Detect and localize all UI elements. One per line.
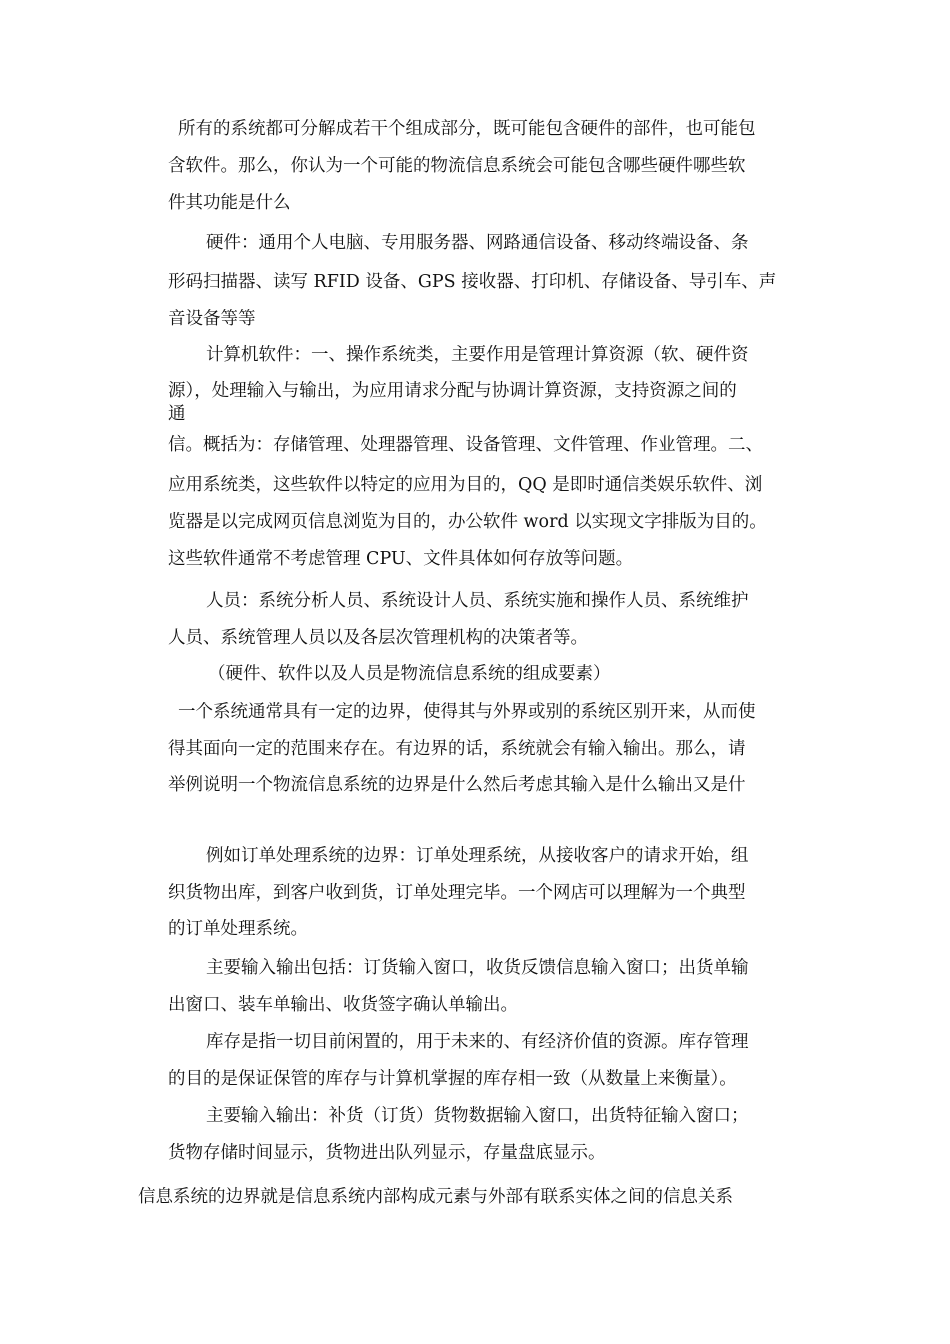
text-line: 主要输入输出包括：订货输入窗口，收货反馈信息输入窗口；出货单输 <box>206 958 749 978</box>
text-line: 货物存储时间显示，货物进出队列显示，存量盘底显示。 <box>168 1143 606 1163</box>
text-line: 含软件。那么，你认为一个可能的物流信息系统会可能包含哪些硬件哪些软 <box>168 156 746 176</box>
text-line: 所有的系统都可分解成若干个组成部分，既可能包含硬件的部件，也可能包 <box>178 119 756 139</box>
text-line: （硬件、软件以及人员是物流信息系统的组成要素） <box>208 664 611 684</box>
text-line: 信。概括为：存储管理、处理器管理、设备管理、文件管理、作业管理。二、 <box>168 435 763 455</box>
text-line: 形码扫描器、读写 RFID 设备、GPS 接收器、打印机、存储设备、导引车、声 <box>168 272 777 292</box>
text-line: 例如订单处理系统的边界：订单处理系统，从接收客户的请求开始，组 <box>206 846 749 866</box>
text-line: 览器是以完成网页信息浏览为目的，办公软件 word 以实现文字排版为目的。 <box>168 512 767 532</box>
text-line: 一个系统通常具有一定的边界，使得其与外界或别的系统区别开来，从而使 <box>178 702 756 722</box>
text-line: 件其功能是什么 <box>168 193 291 213</box>
text-line: 举例说明一个物流信息系统的边界是什么然后考虑其输入是什么输出又是什 <box>168 775 746 795</box>
text-line: 计算机软件：一、操作系统类，主要作用是管理计算资源（软、硬件资 <box>206 345 749 365</box>
text-line: 应用系统类，这些软件以特定的应用为目的，QQ 是即时通信类娱乐软件、浏 <box>168 475 763 495</box>
text-line: 的目的是保证保管的库存与计算机掌握的库存相一致（从数量上来衡量）。 <box>168 1069 737 1089</box>
text-line: 硬件：通用个人电脑、专用服务器、网路通信设备、移动终端设备、条 <box>206 233 749 253</box>
text-line: 人员、系统管理人员以及各层次管理机构的决策者等。 <box>168 628 588 648</box>
text-line: 出窗口、装车单输出、收货签字确认单输出。 <box>168 995 518 1015</box>
text-line: 织货物出库，到客户收到货，订单处理完毕。一个网店可以理解为一个典型 <box>168 883 746 903</box>
text-line: 人员：系统分析人员、系统设计人员、系统实施和操作人员、系统维护 <box>206 591 749 611</box>
text-line: 得其面向一定的范围来存在。有边界的话，系统就会有输入输出。那么，请 <box>168 739 746 759</box>
text-line: 信息系统的边界就是信息系统内部构成元素与外部有联系实体之间的信息关系 <box>138 1187 733 1207</box>
text-line: 通 <box>168 404 186 424</box>
text-line: 主要输入输出：补货（订货）货物数据输入窗口，出货特征输入窗口； <box>206 1106 749 1126</box>
text-line: 源），处理输入与输出，为应用请求分配与协调计算资源，支持资源之间的 <box>168 381 737 401</box>
text-line: 这些软件通常不考虑管理 CPU、文件具体如何存放等问题。 <box>168 549 634 569</box>
text-line: 库存是指一切目前闲置的，用于未来的、有经济价值的资源。库存管理 <box>206 1032 749 1052</box>
text-line: 音设备等等 <box>168 309 256 329</box>
text-line: 的订单处理系统。 <box>168 919 308 939</box>
